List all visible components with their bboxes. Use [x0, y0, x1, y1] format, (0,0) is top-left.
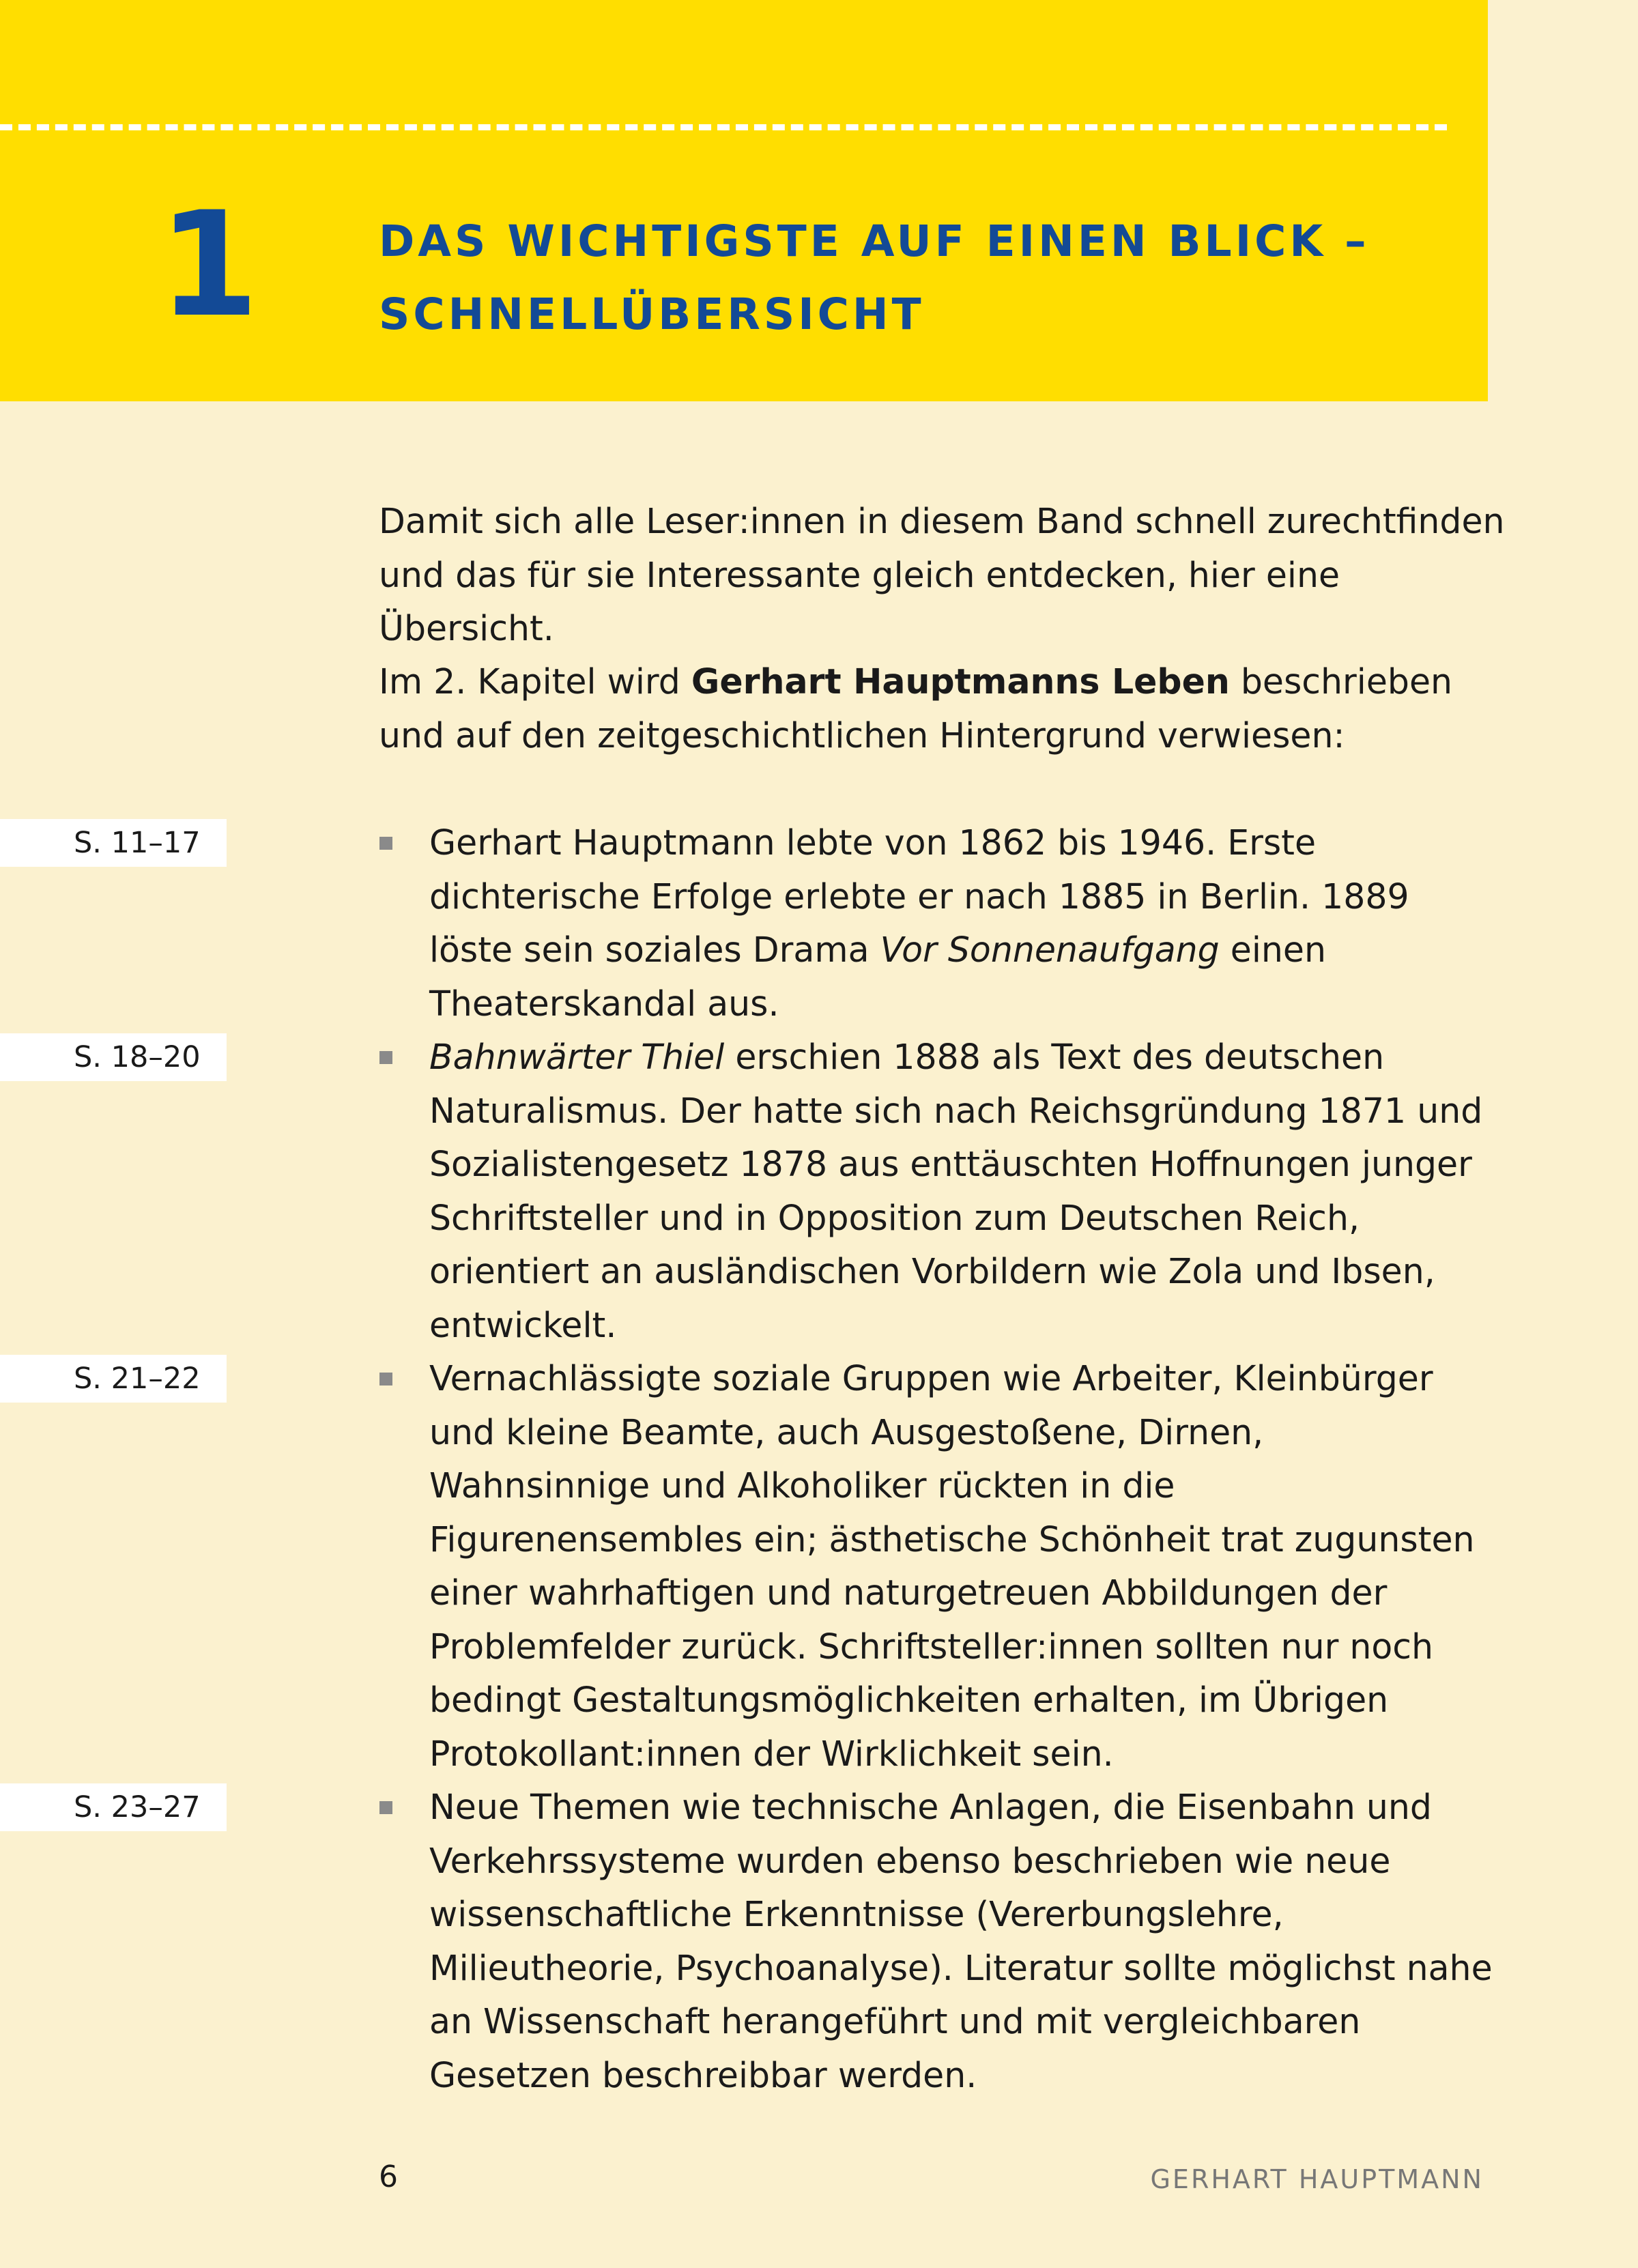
work-title: Vor Sonnenaufgang — [880, 930, 1220, 970]
work-title: Bahnwärter Thiel — [429, 1037, 725, 1077]
bullet-item-1 — [0, 816, 1638, 1031]
chapter-header-band — [0, 0, 1488, 401]
intro-paragraph: Damit sich alle Leser:innen in diesem Band schnell zurechtfinden und das für sie Interessante gleich entdecken, hier eine Übersicht. — [379, 501, 1505, 648]
square-bullet-icon — [379, 1801, 392, 1814]
page-reference-tab: S. 11–17 — [0, 819, 227, 867]
bullet-text — [429, 1031, 1494, 1352]
bullet-text — [429, 816, 1494, 1031]
page-reference-tab: S. 18–20 — [0, 1033, 227, 1081]
dashed-divider — [0, 124, 1447, 130]
bullet-item-4 — [0, 1781, 1638, 2102]
chapter-2-text-after: beschrieben und auf den zeitgeschichtlichen Hintergrund verwiesen: — [379, 661, 1453, 756]
chapter-2-text-before: Im 2. Kapitel wird — [379, 661, 691, 702]
bullet-text-before: Gerhart Hauptmann lebte von 1862 bis 1946. Erste dichterische Erfolge erlebte er nach 1885 in Berlin. 1889 löste sein soziales Drama — [429, 822, 1409, 970]
chapter-title-line-1: DAS WICHTIGSTE AUF EINEN BLICK – — [379, 216, 1370, 266]
chapter-2-paragraph — [379, 655, 1505, 762]
square-bullet-icon — [379, 1373, 392, 1386]
bullet-text — [429, 1352, 1494, 1781]
bullet-text-before: Neue Themen wie technische Anlagen, die Eisenbahn und Verkehrssysteme wurden ebenso beschrieben wie neue wissenschaftliche Erkenntnisse (Vererbungslehre, Milieutheorie, Psychoanalyse). Literatur sollte möglichst nahe an Wissenschaft herangeführt und mit vergleichbaren Gesetzen beschreibbar werden. — [429, 1787, 1493, 2095]
square-bullet-icon — [379, 837, 392, 850]
page-number: 6 — [379, 2159, 398, 2194]
chapter-2-highlight: Gerhart Hauptmanns Leben — [691, 661, 1230, 702]
bullet-text-after: einen Theaterskandal aus. — [429, 930, 1326, 1024]
bullet-item-2 — [0, 1031, 1638, 1352]
bullet-text-before: Vernachlässigte soziale Gruppen wie Arbeiter, Kleinbürger und kleine Beamte, auch Ausgestoßene, Dirnen, Wahnsinnige und Alkoholiker rückten in die Figurenensembles ein; ästhetische Schönheit trat zugunsten einer wahrhaftigen und naturgetreuen Abbildungen der Problemfelder zurück. Schriftsteller:innen sollten nur noch bedingt Gestaltungsmöglichkeiten erhalten, im Übrigen Protokollant:innen der Wirklichkeit sein. — [429, 1358, 1475, 1774]
chapter-title-line-2: SCHNELLÜBERSICHT — [379, 289, 925, 339]
square-bullet-icon — [379, 1051, 392, 1064]
chapter-title — [379, 205, 1443, 351]
summary-bullet-list — [0, 816, 1638, 2102]
running-title: GERHART HAUPTMANN — [1150, 2164, 1484, 2194]
page-reference-tab: S. 21–22 — [0, 1355, 227, 1403]
bullet-item-3 — [0, 1352, 1638, 1781]
page-reference-tab: S. 23–27 — [0, 1783, 227, 1831]
chapter-number: 1 — [158, 180, 259, 349]
bullet-text — [429, 1781, 1494, 2102]
bullet-text-after: erschien 1888 als Text des deutschen Naturalismus. Der hatte sich nach Reichsgründung 1871 und Sozialistengesetz 1878 aus enttäuschten Hoffnungen junger Schriftsteller und in Opposition zum Deutschen Reich, orientiert an ausländischen Vorbildern wie Zola und Ibsen, entwickelt. — [429, 1037, 1483, 1345]
